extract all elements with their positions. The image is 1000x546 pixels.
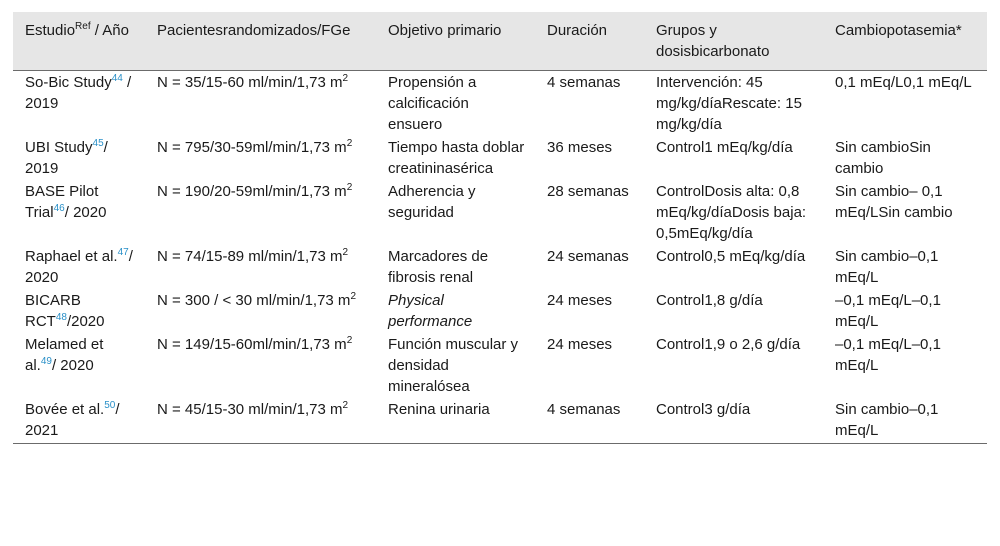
cell-duration: 36 meses (547, 139, 613, 156)
table-row (13, 333, 987, 398)
study-name: Raphael et al. (25, 248, 118, 265)
reference-link[interactable]: 50 (104, 400, 116, 411)
cell-kalemia: –0,1 mEq/L–0,1 mEq/L (835, 336, 941, 374)
study-year: / 2019 (25, 139, 108, 177)
cell-groups: Intervención: 45 mg/kg/díaRescate: 15 mg/kg/día (656, 74, 802, 133)
header-objective: Objetivo primario (376, 12, 535, 71)
cell-groups: Control0,5 mEq/kg/día (656, 248, 806, 265)
cell-groups: ControlDosis alta: 0,8 mEq/kg/díaDosis baja: 0,5mEq/kg/día (656, 183, 807, 242)
cell-objective: Renina urinaria (376, 398, 535, 444)
cell-duration: 4 semanas (547, 74, 621, 91)
cell-kalemia: Sin cambio– 0,1 mEq/LSin cambio (835, 183, 953, 221)
table-row (13, 245, 987, 289)
study-year: / 2021 (25, 401, 120, 439)
study-year: / 2020 (51, 357, 94, 374)
cell-kalemia: Sin cambioSin cambio (835, 139, 931, 177)
study-year: /2020 (66, 313, 105, 330)
cell-patients: N = 149/15-60ml/min/1,73 $m^2$ (157, 335, 353, 353)
table-row (13, 398, 987, 444)
table-row (13, 136, 987, 180)
studies-table (13, 12, 987, 444)
cell-groups: Control1,9 o 2,6 g/día (656, 336, 801, 353)
study-year: / 2019 (25, 74, 132, 112)
cell-patients: N = 300 / < 30 ml/min/1,73 $m^2$ (157, 291, 356, 309)
cell-patients: N = 35/15-60 ml/min/1,73 $m^2$ (157, 73, 349, 91)
study-year: / 2020 (64, 204, 107, 221)
cell-objective: Tiempo hasta doblar creatininasérica (388, 139, 525, 177)
cell-duration: 4 semanas (535, 398, 644, 444)
cell-kalemia: Sin cambio–0,1 mEq/L (835, 248, 939, 286)
cell-study (13, 71, 145, 137)
cell-duration: 24 semanas (547, 248, 629, 265)
cell-kalemia: –0,1 mEq/L–0,1 mEq/L (835, 292, 941, 330)
header-patients: Pacientesrandomizados/FGe (145, 12, 376, 71)
header-duration: Duración (535, 12, 644, 71)
table-row (13, 289, 987, 333)
reference-link[interactable]: 47 (117, 247, 129, 258)
cell-duration: 24 meses (547, 292, 613, 309)
cell-groups: Control3 g/día (644, 398, 823, 444)
header-study: Estudio$^{Ref}$ / Año (13, 12, 145, 71)
reference-link[interactable]: 46 (53, 203, 65, 214)
cell-patients: N = 795/30-59ml/min/1,73 $m^2$ (157, 138, 353, 156)
cell-study (13, 398, 145, 444)
reference-link[interactable]: 45 (92, 138, 104, 149)
table-body (13, 71, 987, 444)
study-name: Bovée et al. (25, 401, 105, 418)
study-name: So-Bic Study (25, 74, 112, 91)
cell-study (13, 136, 145, 180)
cell-study (13, 245, 145, 289)
reference-link[interactable]: 48 (55, 312, 67, 323)
cell-objective: Propensión a calcificación ensuero (388, 74, 477, 133)
reference-link[interactable]: 44 (111, 73, 123, 84)
study-name: UBI Study (25, 139, 93, 156)
cell-duration: 24 meses (547, 336, 613, 353)
cell-objective: Physical performance (388, 292, 473, 330)
cell-patients: N = 190/20-59ml/min/1,73 $m^2$ (157, 182, 353, 200)
reference-link[interactable]: 49 (40, 356, 52, 367)
cell-objective: Función muscular y densidad mineralósea (388, 336, 519, 395)
cell-study (13, 333, 145, 398)
study-name: BASE Pilot Trial (25, 183, 99, 221)
table-header (13, 12, 987, 71)
header-kalemia: Cambiopotasemia* (823, 12, 987, 71)
cell-objective: Adherencia y seguridad (388, 183, 476, 221)
studies-table-container (13, 12, 987, 444)
cell-patients: N = 74/15-89 ml/min/1,73 $m^2$ (157, 247, 349, 265)
header-row (13, 12, 987, 71)
cell-groups: Control1 mEq/kg/día (656, 139, 793, 156)
cell-kalemia: Sin cambio–0,1 mEq/L (823, 398, 987, 444)
study-year: / 2020 (25, 248, 133, 286)
cell-duration: 28 semanas (547, 183, 629, 200)
header-groups: Grupos y dosisbicarbonato (644, 12, 823, 71)
cell-study (13, 289, 145, 333)
table-row (13, 180, 987, 245)
table-row (13, 71, 987, 137)
study-name: BICARB RCT (25, 292, 81, 330)
cell-study (13, 180, 145, 245)
cell-patients: N = 45/15-30 ml/min/1,73 $m^2$ (145, 398, 376, 444)
cell-objective: Marcadores de fibrosis renal (388, 248, 489, 286)
cell-groups: Control1,8 g/día (656, 292, 763, 309)
study-name: Melamed et al. (25, 336, 104, 374)
cell-kalemia: 0,1 mEq/L0,1 mEq/L (835, 74, 972, 91)
